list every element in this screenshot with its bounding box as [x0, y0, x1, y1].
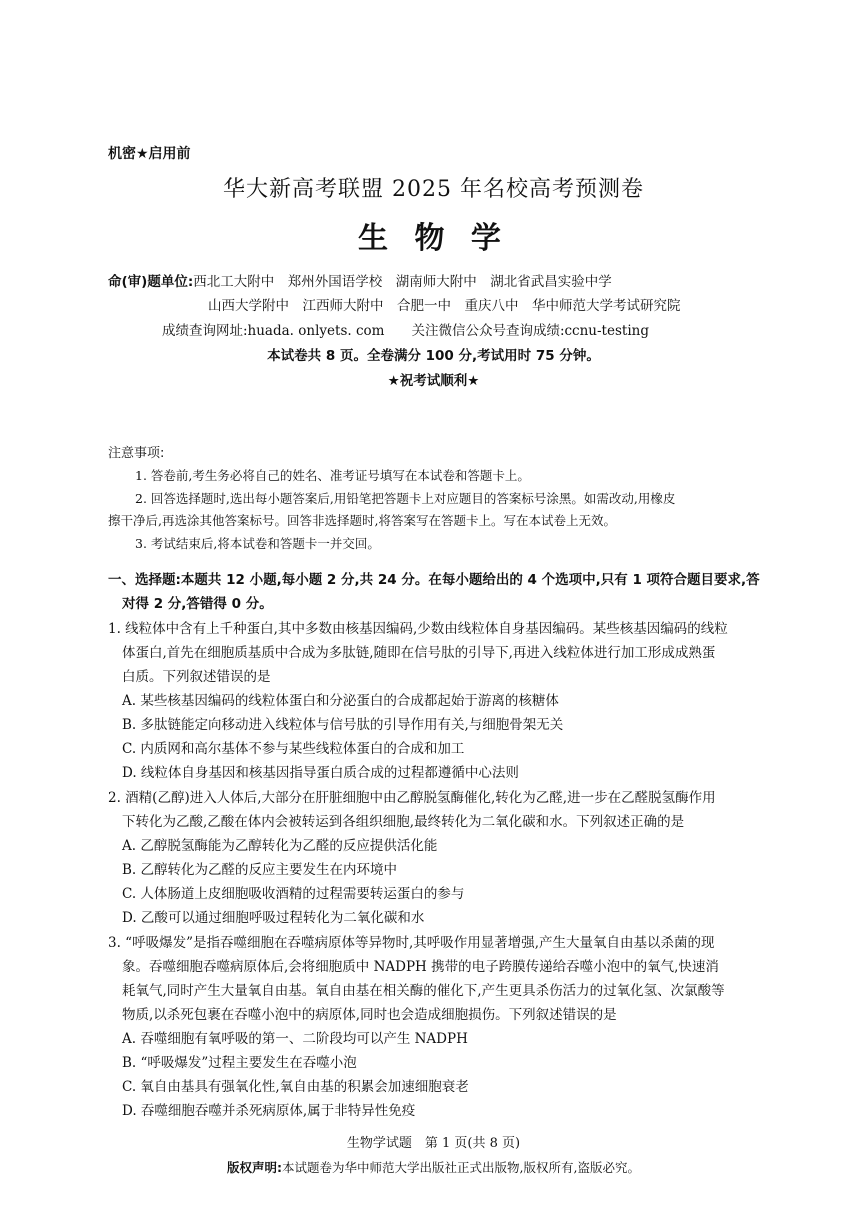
notice-item-3: 3. 考试结束后,将本试卷和答题卡一并交回。 [135, 536, 380, 551]
question-3-stem-line2: 象。吞噬细胞吞噬病原体后,会将细胞质中 NADPH 携带的电子跨膜传递给吞噬小泡中的氧气,快速消 [122, 959, 719, 975]
question-3-option-d: D. 吞噬细胞吞噬并杀死病原体,属于非特异性免疫 [122, 1103, 416, 1119]
notice-item-1: 1. 答卷前,考生务必将自己的姓名、准考证号填写在本试卷和答题卡上。 [135, 468, 530, 483]
page-footer: 生物学试题 第 1 页(共 8 页) [346, 1136, 521, 1151]
exam-units-line1 [108, 270, 612, 290]
notice-item-2-cont: 擦干净后,再选涂其他答案标号。回答非选择题时,将答案写在答题卡上。写在本试卷上无效。 [108, 513, 616, 528]
question-1-stem-line2: 体蛋白,首先在细胞质基质中合成为多肽链,随即在信号肽的引导下,再进入线粒体进行加工形成成熟蛋 [122, 645, 716, 661]
exam-units-label: 命(审)题单位: [108, 274, 194, 290]
copyright-notice [0, 1158, 867, 1176]
question-2-option-c: C. 人体肠道上皮细胞吸收酒精的过程需要转运蛋白的参与 [122, 886, 465, 902]
confidential-mark: 机密★启用前 [108, 146, 191, 162]
exam-units-list2: 山西大学附中 江西师大附中 合肥一中 重庆八中 华中师范大学考试研究院 [208, 298, 681, 314]
question-1-option-c: C. 内质网和高尔基体不参与某些线粒体蛋白的合成和加工 [122, 741, 465, 757]
question-3-stem: 3. “呼吸爆发”是指吞噬细胞在吞噬病原体等异物时,其呼吸作用显著增强,产生大量氧自由基以杀菌的现 [108, 935, 715, 951]
question-3-stem-line3: 耗氧气,同时产生大量氧自由基。氧自由基在相关酶的催化下,产生更具杀伤活力的过氧化氢、次氯酸等 [122, 983, 725, 999]
question-3-option-c: C. 氧自由基具有强氧化性,氧自由基的积累会加速细胞衰老 [122, 1079, 469, 1095]
score-query-line: 成绩查询网址:huada. onlyets. com 关注微信公众号查询成绩:ccnu-testing [162, 323, 649, 339]
exam-title: 华大新高考联盟 2025 年名校高考预测卷 [223, 177, 644, 202]
subject-title: 生 物 学 [358, 221, 509, 256]
section-heading: 一、选择题:本题共 12 小题,每小题 2 分,共 24 分。在每小题给出的 4 个选项中,只有 1 项符合题目要求,答 [108, 572, 760, 588]
notice-heading: 注意事项: [108, 446, 165, 461]
exam-info: 本试卷共 8 页。全卷满分 100 分,考试用时 75 分钟。 [267, 348, 600, 364]
notice-item-2: 2. 回答选择题时,选出每小题答案后,用铅笔把答题卡上对应题目的答案标号涂黑。如需改动,用橡皮 [135, 491, 676, 506]
question-2-option-b: B. 乙醇转化为乙醛的反应主要发生在内环境中 [122, 862, 398, 878]
question-2-stem: 2. 酒精(乙醇)进入人体后,大部分在肝脏细胞中由乙醇脱氢酶催化,转化为乙醛,进一步在乙醛脱氢酶作用 [108, 790, 716, 806]
section-heading-cont: 对得 2 分,答错得 0 分。 [122, 596, 273, 612]
good-luck-wish: ★祝考试顺利★ [387, 373, 480, 389]
question-2-stem-line2: 下转化为乙酸,乙酸在体内会被转运到各组织细胞,最终转化为二氧化碳和水。下列叙述正确的是 [122, 814, 685, 830]
question-1-stem-line3: 白质。下列叙述错误的是 [122, 669, 271, 685]
question-1-option-b: B. 多肽链能定向移动进入线粒体与信号肽的引导作用有关,与细胞骨架无关 [122, 717, 564, 733]
question-1-stem: 1. 线粒体中含有上千种蛋白,其中多数由核基因编码,少数由线粒体自身基因编码。某些核基因编码的线粒 [108, 621, 728, 637]
question-1-option-d: D. 线粒体自身基因和核基因指导蛋白质合成的过程都遵循中心法则 [122, 765, 519, 781]
copyright-label: 版权声明: [227, 1160, 283, 1175]
copyright-text: 本试题卷为华中师范大学出版社正式出版物,版权所有,盗版必究。 [282, 1160, 640, 1175]
question-2-option-a: A. 乙醇脱氢酶能为乙醇转化为乙醛的反应提供活化能 [122, 838, 438, 854]
question-2-option-d: D. 乙酸可以通过细胞呼吸过程转化为二氧化碳和水 [122, 910, 425, 926]
question-3-option-b: B. “呼吸爆发”过程主要发生在吞噬小泡 [122, 1055, 357, 1071]
question-3-option-a: A. 吞噬细胞有氧呼吸的第一、二阶段均可以产生 NADPH [122, 1031, 468, 1047]
exam-units-list1: 西北工大附中 郑州外国语学校 湖南师大附中 湖北省武昌实验中学 [193, 274, 612, 290]
question-1-option-a: A. 某些核基因编码的线粒体蛋白和分泌蛋白的合成都起始于游离的核糖体 [122, 693, 559, 709]
question-3-stem-line4: 物质,以杀死包裹在吞噬小泡中的病原体,同时也会造成细胞损伤。下列叙述错误的是 [122, 1007, 617, 1023]
